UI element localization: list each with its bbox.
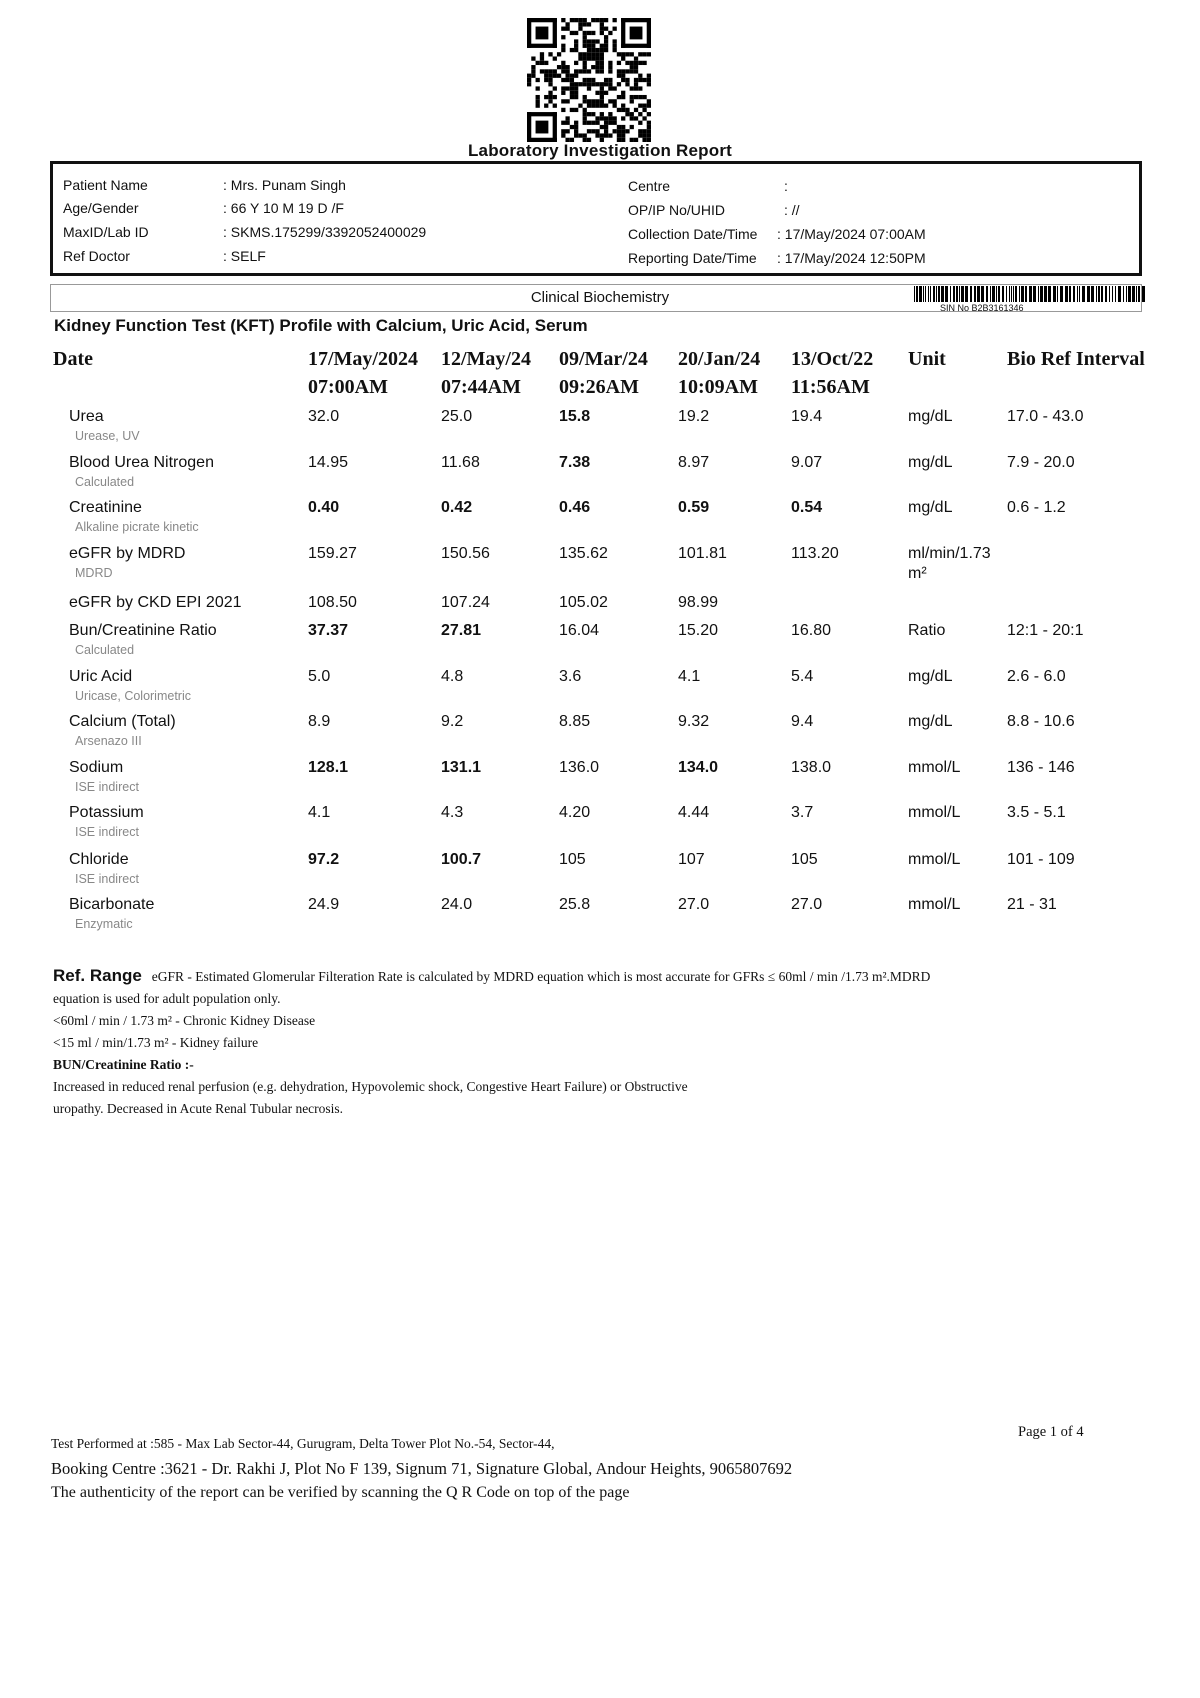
date-column-header xyxy=(441,345,531,401)
result-value: 0.54 xyxy=(791,499,823,516)
ref-range-line-3: <60ml / min / 1.73 m² - Chronic Kidney Disease xyxy=(53,1013,316,1028)
result-value: 11.68 xyxy=(441,454,480,471)
bio-ref-interval: 101 - 109 xyxy=(1007,851,1075,868)
test-name: eGFR by MDRD xyxy=(69,545,186,562)
result-value: 0.46 xyxy=(559,499,591,516)
centre-label: Centre xyxy=(628,178,671,194)
patient-name-value: : Mrs. Punam Singh xyxy=(223,177,346,193)
date-column-header: Date xyxy=(53,348,93,370)
result-value: 24.0 xyxy=(441,896,473,913)
uhid-label: OP/IP No/UHID xyxy=(628,202,725,218)
result-value: 7.38 xyxy=(559,454,591,471)
result-value: 32.0 xyxy=(308,408,340,425)
result-value: 25.0 xyxy=(441,408,473,425)
reference-range-notes xyxy=(53,965,1153,1120)
test-method: Alkaline picrate kinetic xyxy=(75,520,199,534)
result-value: 37.37 xyxy=(308,622,349,639)
result-value: 138.0 xyxy=(791,759,832,776)
result-value: 105.02 xyxy=(559,594,608,611)
bio-ref-interval: 2.6 - 6.0 xyxy=(1007,668,1066,685)
result-value: 24.9 xyxy=(308,896,340,913)
bio-ref-interval: 8.8 - 10.6 xyxy=(1007,713,1075,730)
date-header-time: 07:44AM xyxy=(441,376,521,398)
age-gender-value: : 66 Y 10 M 19 D /F xyxy=(223,200,344,216)
result-value: 16.80 xyxy=(791,622,832,639)
ref-doctor-label: Ref Doctor xyxy=(63,248,130,264)
test-name: eGFR by CKD EPI 2021 xyxy=(69,594,242,611)
result-value: 25.8 xyxy=(559,896,591,913)
unit-value: mg/dL xyxy=(908,499,953,516)
booking-centre: Booking Centre :3621 - Dr. Rakhi J, Plot No F 139, Signum 71, Signature Global, Andour Heights, 9065807692 xyxy=(51,1459,793,1478)
unit-value: mg/dL xyxy=(908,668,953,685)
test-method: Calculated xyxy=(75,475,135,489)
ref-range-line-1: eGFR - Estimated Glomerular Filteration Rate is calculated by MDRD equation which is most accurate for GFRs ≤ 60ml / min /1.73 m².MDRD xyxy=(151,969,931,984)
centre-value: : xyxy=(784,178,788,194)
result-value: 97.2 xyxy=(308,851,340,868)
result-value: 0.59 xyxy=(678,499,710,516)
test-name: Sodium xyxy=(69,759,124,776)
barcode-image xyxy=(914,286,1146,302)
date-column-header xyxy=(559,345,648,401)
test-title: Kidney Function Test (KFT) Profile with Calcium, Uric Acid, Serum xyxy=(54,316,588,335)
test-method: Arsenazo III xyxy=(75,734,142,748)
result-value: 15.8 xyxy=(559,408,591,425)
result-value: 107 xyxy=(678,851,705,868)
test-name: Urea xyxy=(69,408,104,425)
result-value: 159.27 xyxy=(308,545,357,562)
result-value: 150.56 xyxy=(441,545,490,562)
date-header-time: 10:09AM xyxy=(678,376,758,398)
test-method: ISE indirect xyxy=(75,825,139,839)
department-title: Clinical Biochemistry xyxy=(530,289,670,306)
bio-ref-interval: 136 - 146 xyxy=(1007,759,1075,776)
result-value: 9.07 xyxy=(791,454,823,471)
result-value: 136.0 xyxy=(559,759,600,776)
authenticity-note: The authenticity of the report can be verified by scanning the Q R Code on top of the page xyxy=(51,1484,630,1501)
result-value: 4.8 xyxy=(441,668,464,685)
page-number: Page 1 of 4 xyxy=(1018,1424,1084,1440)
unit-value: mmol/L xyxy=(908,804,961,821)
test-name: Creatinine xyxy=(69,499,142,516)
unit-value: mmol/L xyxy=(908,851,961,868)
bio-ref-interval: 0.6 - 1.2 xyxy=(1007,499,1066,516)
test-method: MDRD xyxy=(75,566,113,580)
result-value: 19.2 xyxy=(678,408,710,425)
result-value: 16.04 xyxy=(559,622,600,639)
test-name: Bun/Creatinine Ratio xyxy=(69,622,217,639)
result-value: 0.40 xyxy=(308,499,340,516)
bio-ref-interval: 7.9 - 20.0 xyxy=(1007,454,1075,471)
result-value: 105 xyxy=(791,851,818,868)
result-value: 15.20 xyxy=(678,622,719,639)
result-value: 131.1 xyxy=(441,759,482,776)
sin-number: SIN No B2B3161346 xyxy=(940,303,1024,313)
result-value: 100.7 xyxy=(441,851,482,868)
result-value: 3.6 xyxy=(559,668,582,685)
result-value: 8.97 xyxy=(678,454,710,471)
result-value: 134.0 xyxy=(678,759,719,776)
test-method: Calculated xyxy=(75,643,135,657)
ref-range-line-7: uropathy. Decreased in Acute Renal Tubular necrosis. xyxy=(53,1101,344,1116)
result-value: 4.20 xyxy=(559,804,591,821)
patient-name-label: Patient Name xyxy=(63,177,148,193)
reporting-datetime-value: : 17/May/2024 12:50PM xyxy=(777,250,926,266)
test-method: Uricase, Colorimetric xyxy=(75,689,191,703)
age-gender-label: Age/Gender xyxy=(63,200,139,216)
unit-value: Ratio xyxy=(908,622,946,639)
test-method: ISE indirect xyxy=(75,872,139,886)
result-value: 135.62 xyxy=(559,545,608,562)
reporting-datetime-label: Reporting Date/Time xyxy=(628,250,757,266)
result-value: 5.0 xyxy=(308,668,331,685)
result-value: 4.1 xyxy=(678,668,701,685)
ref-range-line-2: equation is used for adult population only. xyxy=(53,991,281,1006)
unit-value: mg/dL xyxy=(908,454,953,471)
result-value: 107.24 xyxy=(441,594,490,611)
test-name: Chloride xyxy=(69,851,129,868)
date-header-date: 13/Oct/22 xyxy=(791,348,874,370)
unit-column-header: Unit xyxy=(908,348,946,370)
test-method: Urease, UV xyxy=(75,429,140,443)
result-value: 0.42 xyxy=(441,499,473,516)
ref-range-line-4: <15 ml / min/1.73 m² - Kidney failure xyxy=(53,1035,259,1050)
date-column-header xyxy=(308,345,418,401)
bio-ref-interval: 3.5 - 5.1 xyxy=(1007,804,1066,821)
date-column-header xyxy=(678,345,760,401)
test-name: Calcium (Total) xyxy=(69,713,176,730)
lab-id-value: : SKMS.175299/3392052400029 xyxy=(223,224,427,240)
result-value: 9.2 xyxy=(441,713,464,730)
result-value: 4.3 xyxy=(441,804,464,821)
collection-datetime-value: : 17/May/2024 07:00AM xyxy=(777,226,926,242)
result-value: 113.20 xyxy=(791,545,839,562)
result-value: 4.44 xyxy=(678,804,710,821)
unit-value: mmol/L xyxy=(908,896,961,913)
result-value: 9.32 xyxy=(678,713,710,730)
test-name: Potassium xyxy=(69,804,144,821)
result-value: 101.81 xyxy=(678,545,727,562)
result-value: 108.50 xyxy=(308,594,357,611)
result-value: 105 xyxy=(559,851,586,868)
result-value: 98.99 xyxy=(678,594,719,611)
result-value: 27.0 xyxy=(678,896,710,913)
result-value: 8.85 xyxy=(559,713,591,730)
date-header-time: 09:26AM xyxy=(559,376,639,398)
unit-value: mg/dL xyxy=(908,713,953,730)
qr-code-image xyxy=(527,18,651,142)
report-title: Laboratory Investigation Report xyxy=(467,141,733,160)
test-name: Bicarbonate xyxy=(69,896,155,913)
ref-doctor-value: : SELF xyxy=(223,248,266,264)
date-header-time: 07:00AM xyxy=(308,376,388,398)
collection-datetime-label: Collection Date/Time xyxy=(628,226,758,242)
result-value: 4.1 xyxy=(308,804,331,821)
date-header-time: 11:56AM xyxy=(791,376,870,398)
result-value: 8.9 xyxy=(308,713,331,730)
test-method: ISE indirect xyxy=(75,780,139,794)
unit-value: ml/min/1.73 xyxy=(908,545,991,562)
date-column-header xyxy=(791,345,873,401)
unit-value: mmol/L xyxy=(908,759,961,776)
date-header-date: 12/May/24 xyxy=(441,348,531,370)
result-value: 27.81 xyxy=(441,622,482,639)
result-value: 5.4 xyxy=(791,668,814,685)
patient-info-box xyxy=(50,161,1142,276)
lab-id-label: MaxID/Lab ID xyxy=(63,224,149,240)
test-name: Uric Acid xyxy=(69,668,133,685)
unit-value-line-2: m² xyxy=(908,565,927,582)
result-value: 3.7 xyxy=(791,804,814,821)
result-value: 19.4 xyxy=(791,408,823,425)
uhid-value: : // xyxy=(784,202,800,218)
result-value: 9.4 xyxy=(791,713,814,730)
bio-ref-column-header: Bio Ref Interval xyxy=(1007,348,1145,370)
ref-range-line-5: BUN/Creatinine Ratio :- xyxy=(53,1057,194,1072)
date-header-date: 09/Mar/24 xyxy=(559,348,648,370)
date-header-date: 20/Jan/24 xyxy=(678,348,761,370)
result-value: 14.95 xyxy=(308,454,349,471)
unit-value: mg/dL xyxy=(908,408,953,425)
ref-range-line-6: Increased in reduced renal perfusion (e.g. dehydration, Hypovolemic shock, Congestive Heart Failure) or Obstructive xyxy=(53,1079,688,1094)
test-performed-at: Test Performed at :585 - Max Lab Sector-44, Gurugram, Delta Tower Plot No.-54, Sector-44, xyxy=(51,1436,555,1451)
result-value: 27.0 xyxy=(791,896,823,913)
date-header-date: 17/May/2024 xyxy=(308,348,418,370)
test-method: Enzymatic xyxy=(75,917,133,931)
bio-ref-interval: 17.0 - 43.0 xyxy=(1007,408,1084,425)
test-name: Blood Urea Nitrogen xyxy=(69,454,214,471)
ref-range-label: Ref. Range xyxy=(53,966,142,985)
result-value: 128.1 xyxy=(308,759,349,776)
bio-ref-interval: 21 - 31 xyxy=(1007,896,1057,913)
bio-ref-interval: 12:1 - 20:1 xyxy=(1007,622,1084,639)
